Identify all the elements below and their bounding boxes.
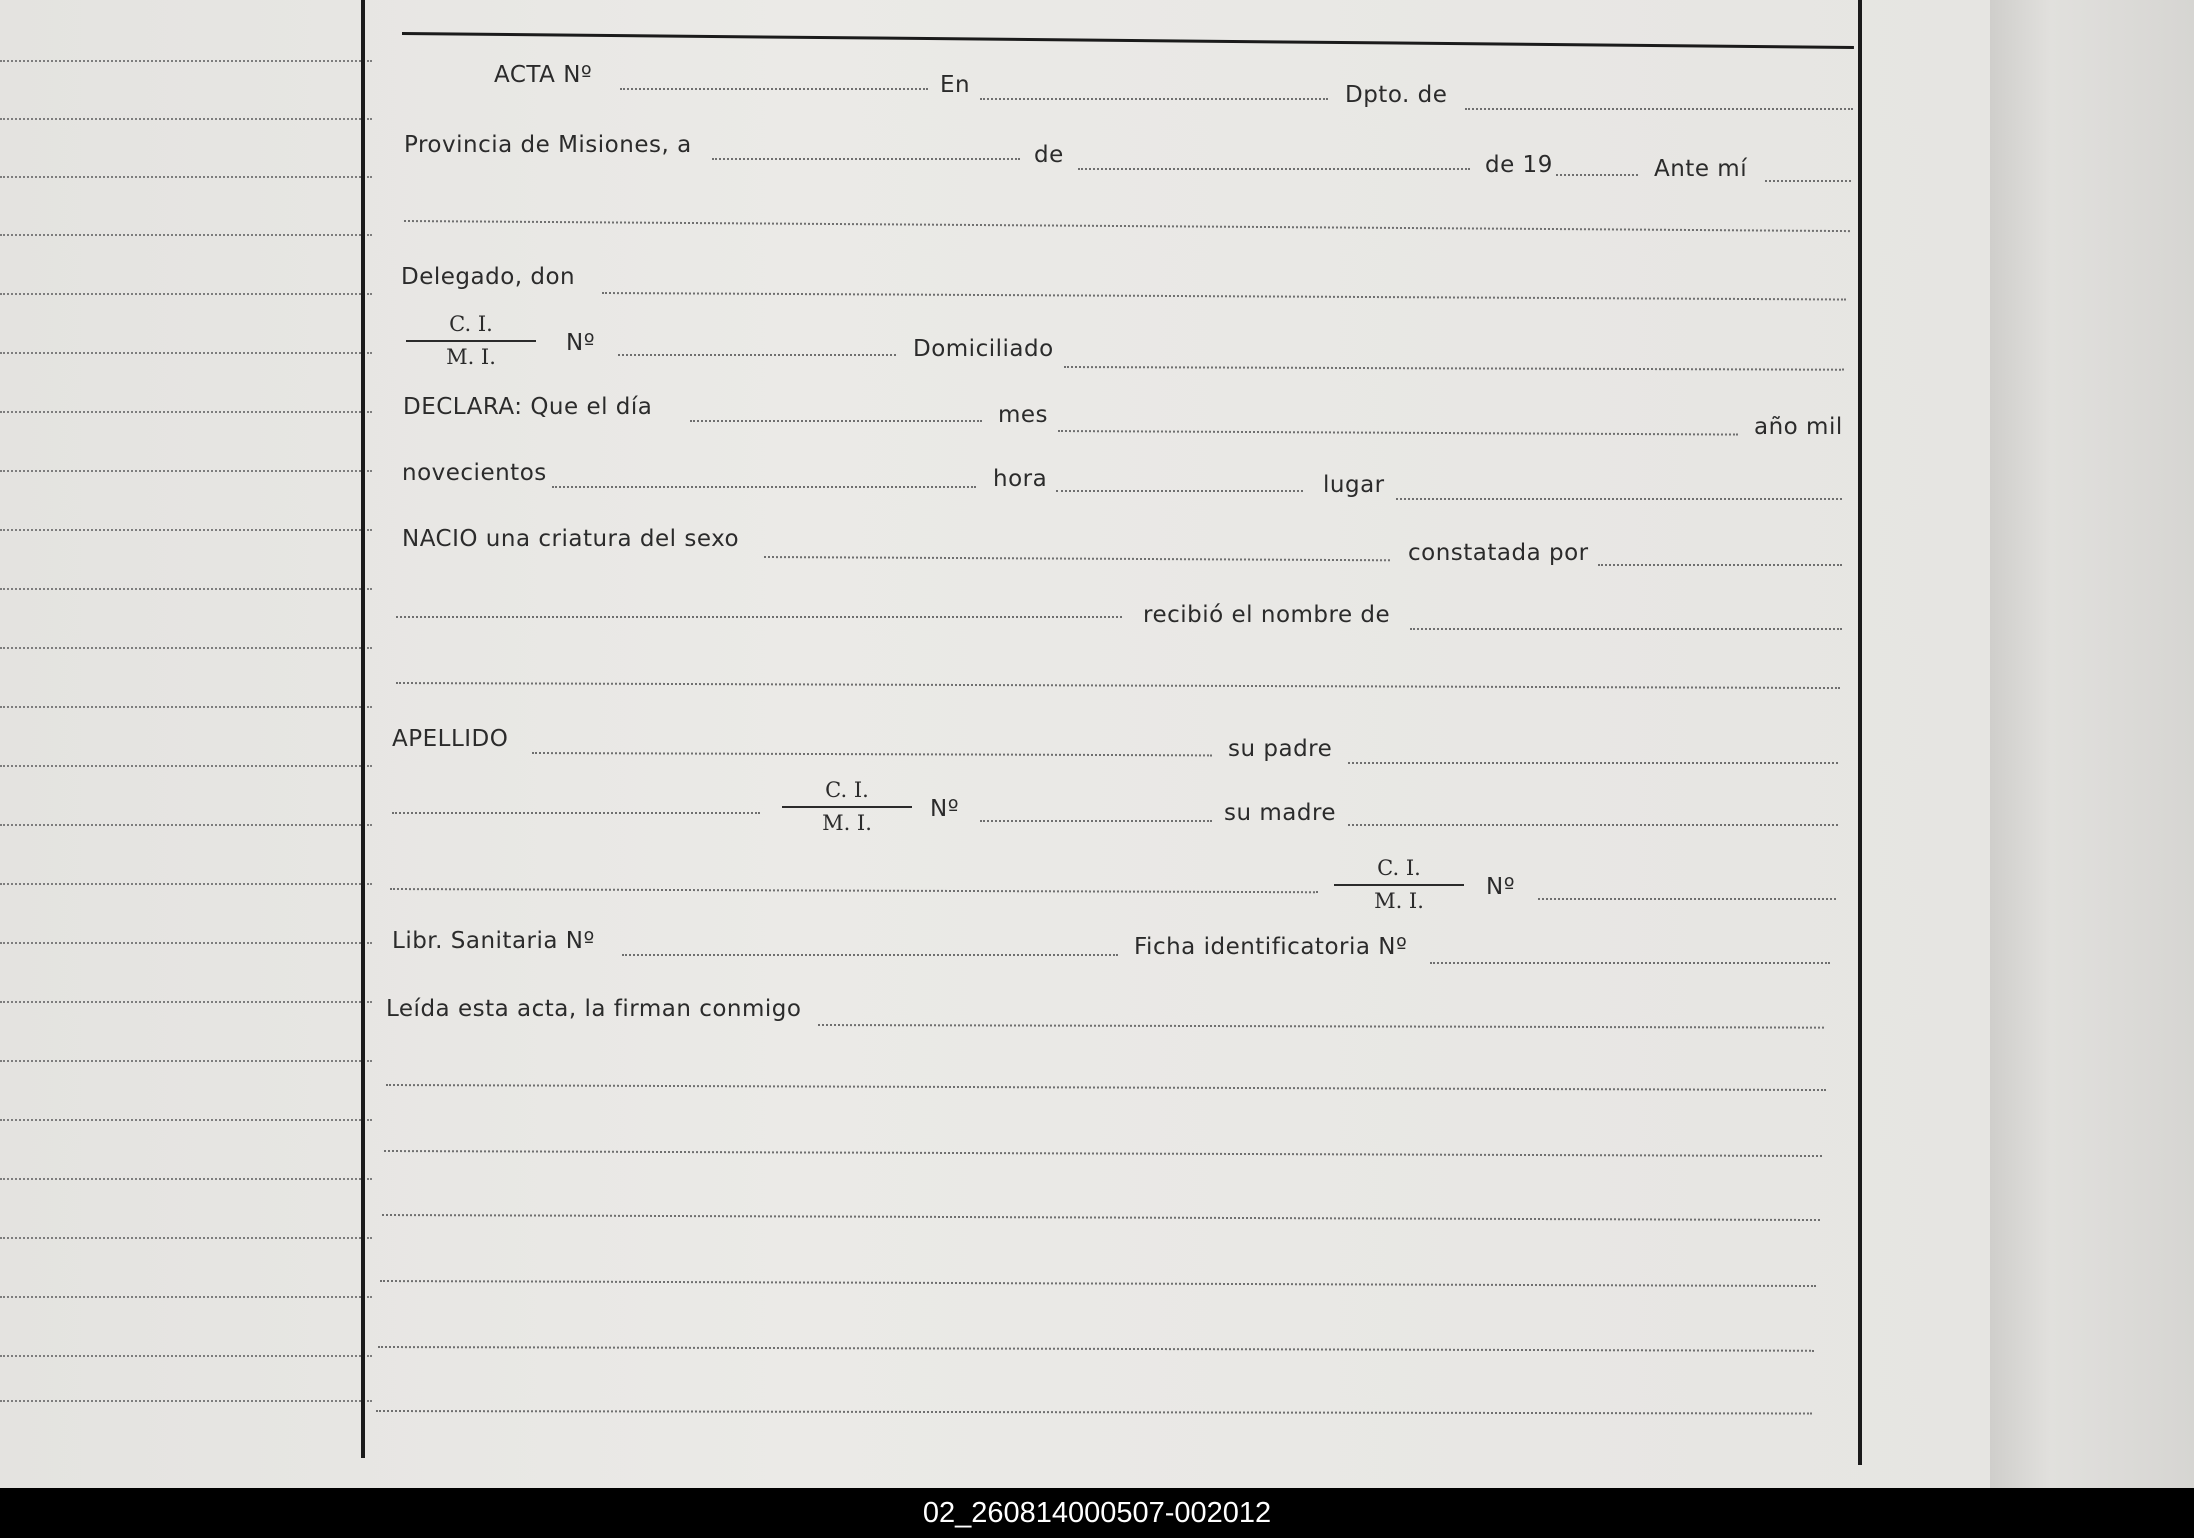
delegado-field[interactable] xyxy=(602,292,1846,301)
madre-id-field[interactable] xyxy=(1538,898,1836,900)
de19-label: de 19 xyxy=(1485,152,1553,178)
ci-mi-fraction-1: $\frac{C. I.}{M. I.}$ xyxy=(406,312,536,369)
declara-label: DECLARA: Que el día xyxy=(403,394,653,420)
right-border-line xyxy=(1858,0,1862,1465)
libreta-field[interactable] xyxy=(622,954,1118,956)
constatada-field[interactable] xyxy=(1598,564,1842,566)
day-field[interactable] xyxy=(712,158,1020,160)
ante-label: Ante mí xyxy=(1654,156,1748,182)
nombre-field[interactable] xyxy=(1410,628,1842,630)
padre-label: su padre xyxy=(1228,736,1333,762)
constatada-label: constatada por xyxy=(1408,540,1589,566)
official-field[interactable] xyxy=(404,220,1850,232)
mes-label: mes xyxy=(998,402,1049,428)
numero-label-1: Nº xyxy=(566,330,596,356)
year-field[interactable] xyxy=(1556,174,1638,176)
firmantes-field[interactable] xyxy=(818,1024,1824,1029)
en-label: En xyxy=(940,72,971,98)
de-label: de xyxy=(1034,142,1064,168)
numero-label-2: Nº xyxy=(930,796,960,822)
madre-continued-field[interactable] xyxy=(390,888,1318,893)
delegado-id-field[interactable] xyxy=(618,354,896,356)
domicilio-field[interactable] xyxy=(1064,366,1844,371)
numero-label-3: Nº xyxy=(1486,874,1516,900)
ficha-field[interactable] xyxy=(1430,962,1830,964)
leida-label: Leída esta acta, la firman conmigo xyxy=(386,996,802,1022)
signature-line-1[interactable] xyxy=(386,1084,1826,1091)
birth-day-field[interactable] xyxy=(690,420,982,422)
signature-line-3[interactable] xyxy=(382,1214,1820,1221)
left-border-line xyxy=(361,0,365,1458)
acta-field[interactable] xyxy=(620,88,928,90)
page-edge-shadow xyxy=(1990,0,2194,1488)
recibio-label: recibió el nombre de xyxy=(1143,602,1391,628)
en-field[interactable] xyxy=(980,98,1328,100)
signature-line-6[interactable] xyxy=(376,1410,1812,1415)
dpto-label: Dpto. de xyxy=(1345,82,1448,108)
constatada-continued-field[interactable] xyxy=(396,616,1122,618)
dpto-field[interactable] xyxy=(1465,108,1853,110)
apellido-field[interactable] xyxy=(532,752,1212,756)
padre-continued-field[interactable] xyxy=(392,812,760,814)
month-field[interactable] xyxy=(1078,168,1470,170)
ci-mi-fraction-3: $\frac{C. I.}{M. I.}$ xyxy=(1334,856,1464,913)
novecientos-label: novecientos xyxy=(402,460,547,486)
birth-month-field[interactable] xyxy=(1058,430,1738,436)
apellido-label: APELLIDO xyxy=(392,726,509,752)
ficha-label: Ficha identificatoria Nº xyxy=(1134,934,1408,960)
lugar-label: lugar xyxy=(1323,472,1385,498)
hora-field[interactable] xyxy=(1056,490,1303,492)
madre-label: su madre xyxy=(1224,800,1337,826)
anio-label: año mil xyxy=(1754,414,1843,440)
sexo-field[interactable] xyxy=(764,556,1390,561)
padre-field[interactable] xyxy=(1348,762,1838,764)
signature-line-4[interactable] xyxy=(380,1280,1816,1287)
delegado-label: Delegado, don xyxy=(401,264,576,290)
libreta-label: Libr. Sanitaria Nº xyxy=(392,928,595,954)
lugar-field[interactable] xyxy=(1396,498,1842,500)
acta-label: ACTA Nº xyxy=(494,62,593,88)
hora-label: hora xyxy=(993,466,1048,492)
nacio-label: NACIO una criatura del sexo xyxy=(402,526,740,552)
signature-line-2[interactable] xyxy=(384,1150,1822,1157)
birth-year-field[interactable] xyxy=(552,486,976,488)
ante-field[interactable] xyxy=(1765,180,1851,182)
top-rule xyxy=(402,32,1854,49)
scan-id: 02_260814000507-002012 xyxy=(922,1497,1272,1529)
ci-mi-fraction-2: $\frac{C. I.}{M. I.}$ xyxy=(782,778,912,835)
madre-field[interactable] xyxy=(1348,824,1838,826)
domiciliado-label: Domiciliado xyxy=(913,336,1054,362)
padre-id-field[interactable] xyxy=(980,820,1212,822)
signature-line-5[interactable] xyxy=(378,1346,1814,1352)
provincia-label: Provincia de Misiones, a xyxy=(404,132,692,158)
scan-id-footer xyxy=(0,1488,2194,1538)
nombre-continued-field[interactable] xyxy=(396,682,1840,689)
